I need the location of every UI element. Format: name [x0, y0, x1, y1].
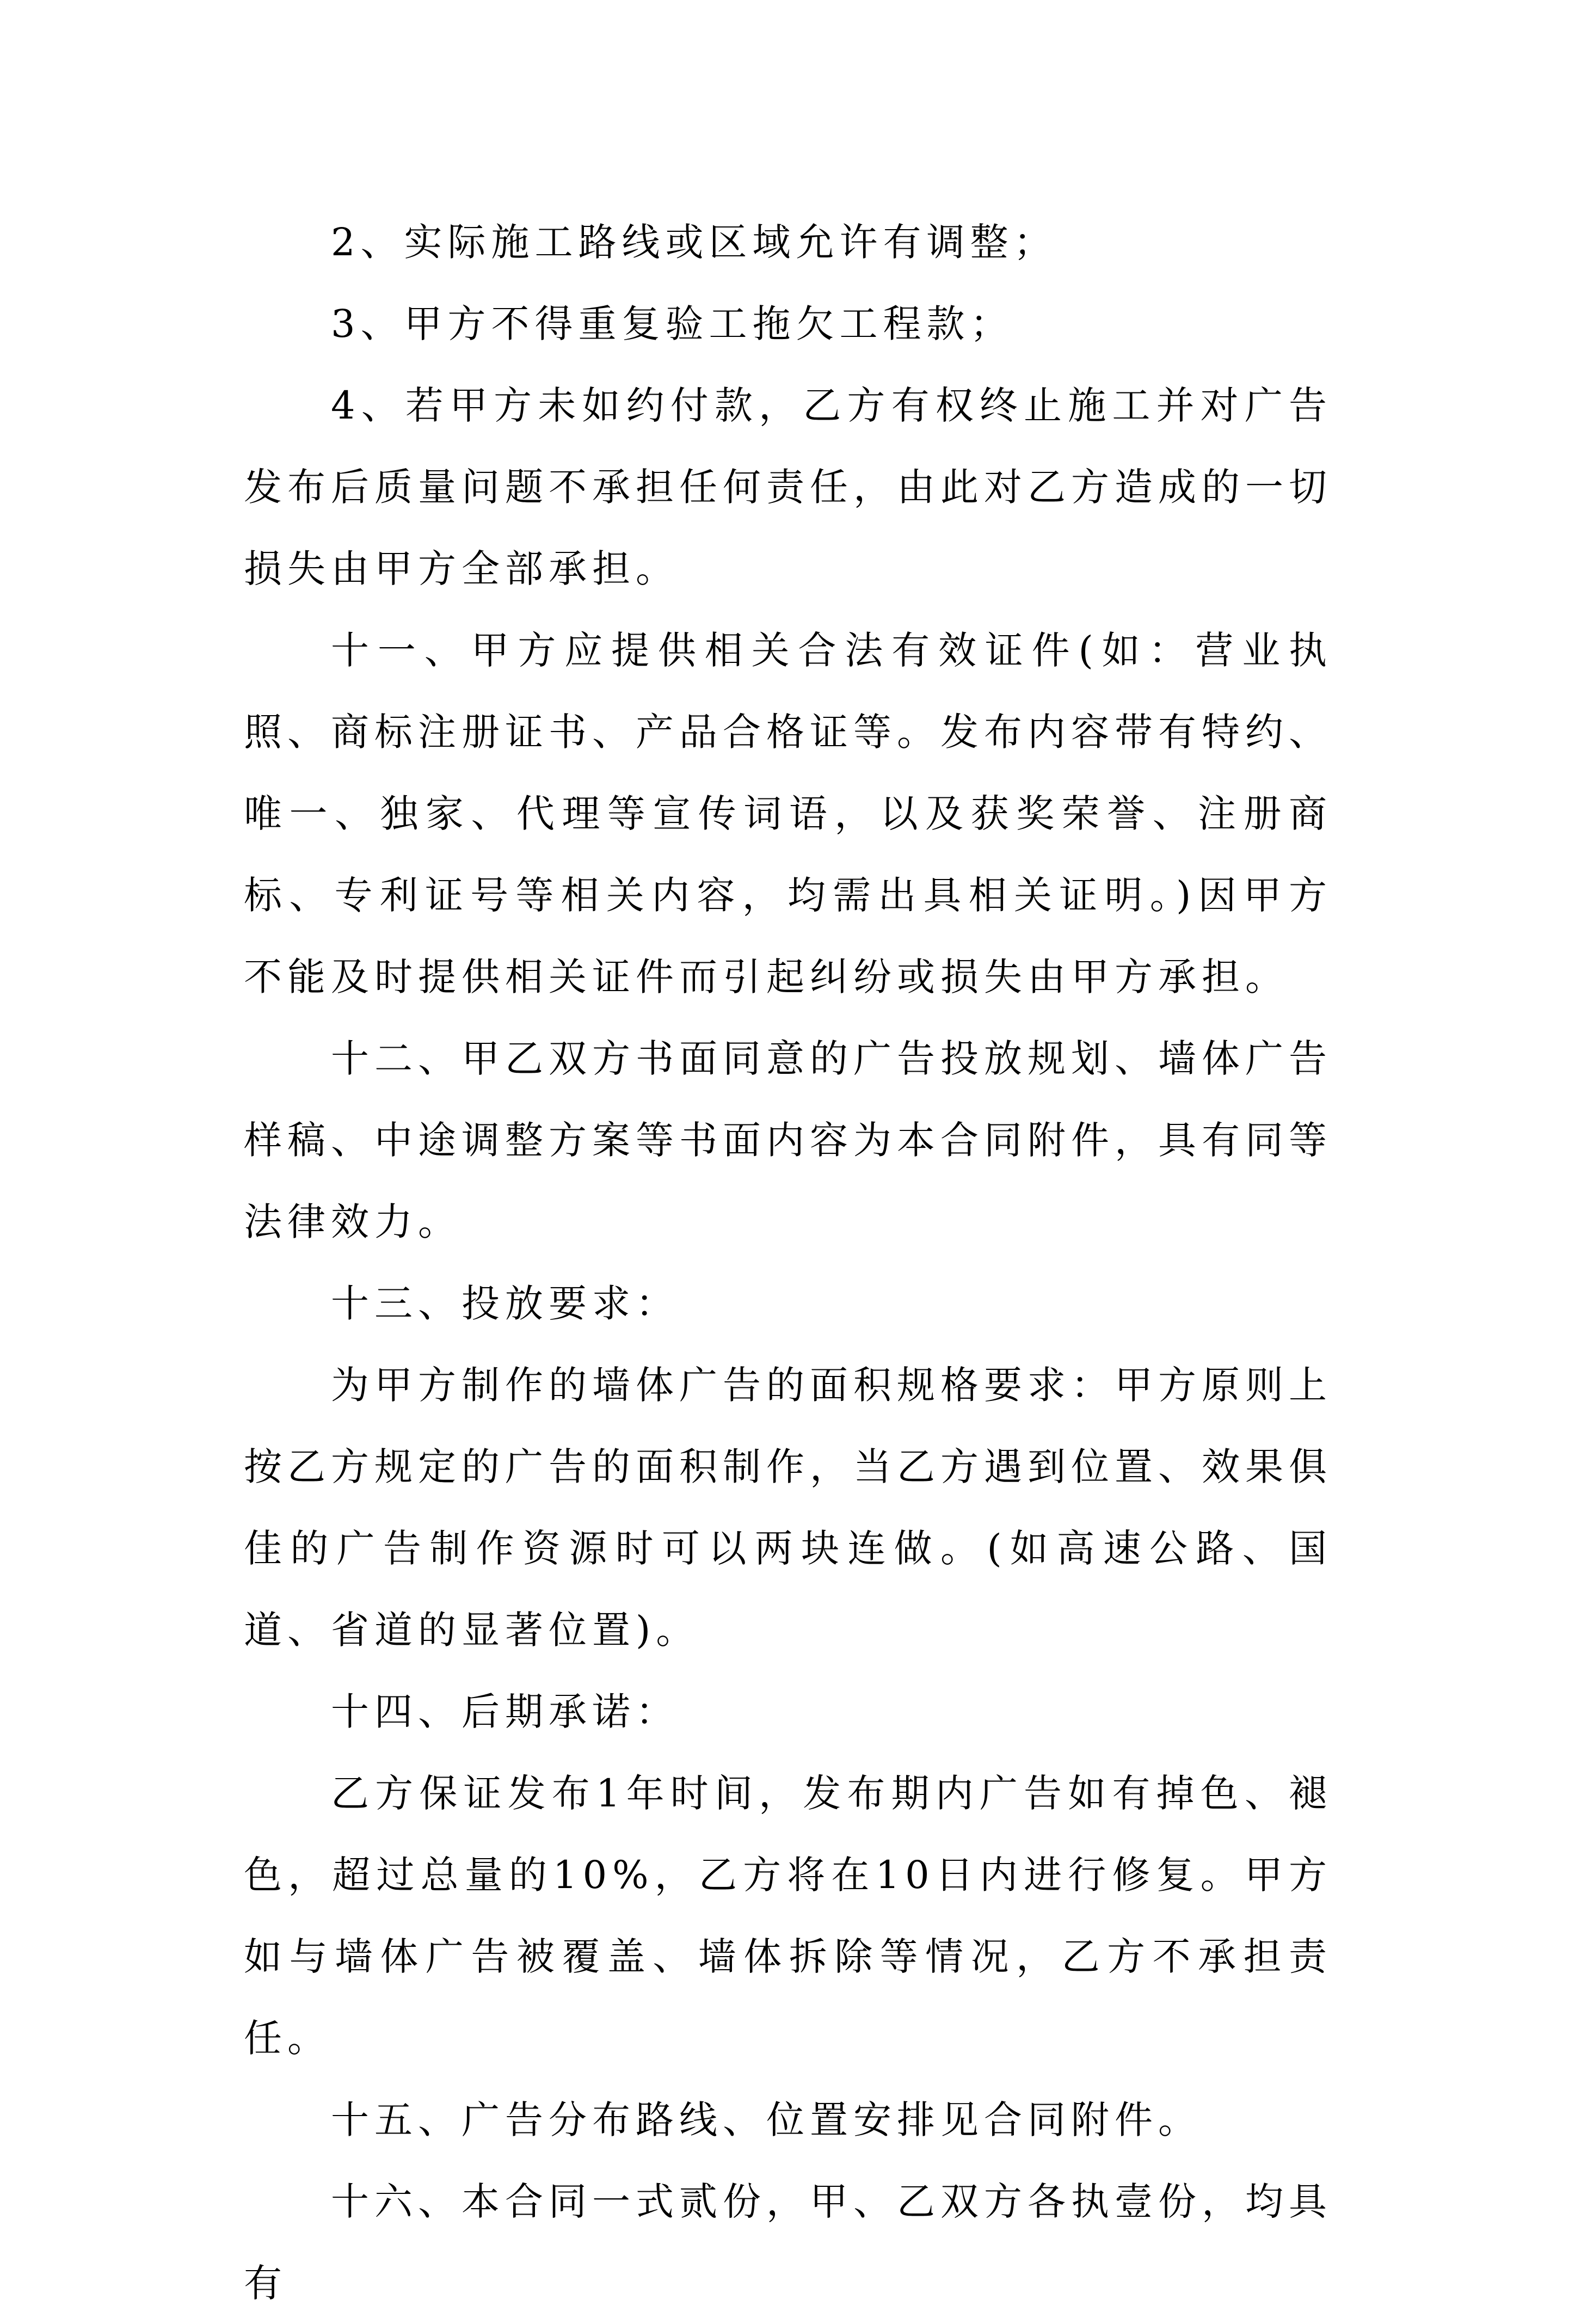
- clause-15: 十五、广告分布路线、位置安排见合同附件。: [331, 2098, 1202, 2142]
- clause-11-documents: 十一、甲方应提供相关合法有效证件(如：营业执照、商标注册证书、产品合格证等。发布内容带有特约、唯一、独家、代理等宣传词语，以及获奖荣誉、注册商标、专利证号等相关内容，均需出具相关证明。)因甲方不能及时提供相关证件而引起纠纷或损失由甲方承担。: [244, 628, 1332, 999]
- contract-body: [244, 201, 1332, 2324]
- clause-14-heading: 十四、后期承诺：: [331, 1689, 679, 1734]
- clause-item-2: 2、实际施工路线或区域允许有调整；: [331, 220, 1057, 265]
- clause-item-4: 4、若甲方未如约付款，乙方有权终止施工并对广告发布后质量问题不承担任何责任，由此对乙方造成的一切损失由甲方全部承担。: [244, 383, 1332, 591]
- clause-13-body: 为甲方制作的墙体广告的面积规格要求：甲方原则上按乙方规定的广告的面积制作，当乙方遇到位置、效果俱佳的广告制作资源时可以两块连做。(如高速公路、国道、省道的显著位置)。: [244, 1363, 1332, 1652]
- clause-item-3: 3、甲方不得重复验工拖欠工程款；: [331, 302, 1014, 346]
- clause-16: 十六、本合同一式贰份，甲、乙双方各执壹份，均具有: [244, 2179, 1332, 2305]
- clause-14-body: 乙方保证发布1年时间，发布期内广告如有掉色、褪色，超过总量的10%，乙方将在10日内进行修复。甲方如与墙体广告被覆盖、墙体拆除等情况，乙方不承担责任。: [244, 1771, 1332, 2061]
- clause-13-heading: 十三、投放要求：: [331, 1281, 679, 1326]
- clause-12-attachments: 十二、甲乙双方书面同意的广告投放规划、墙体广告样稿、中途调整方案等书面内容为本合同附件，具有同等法律效力。: [244, 1036, 1332, 1244]
